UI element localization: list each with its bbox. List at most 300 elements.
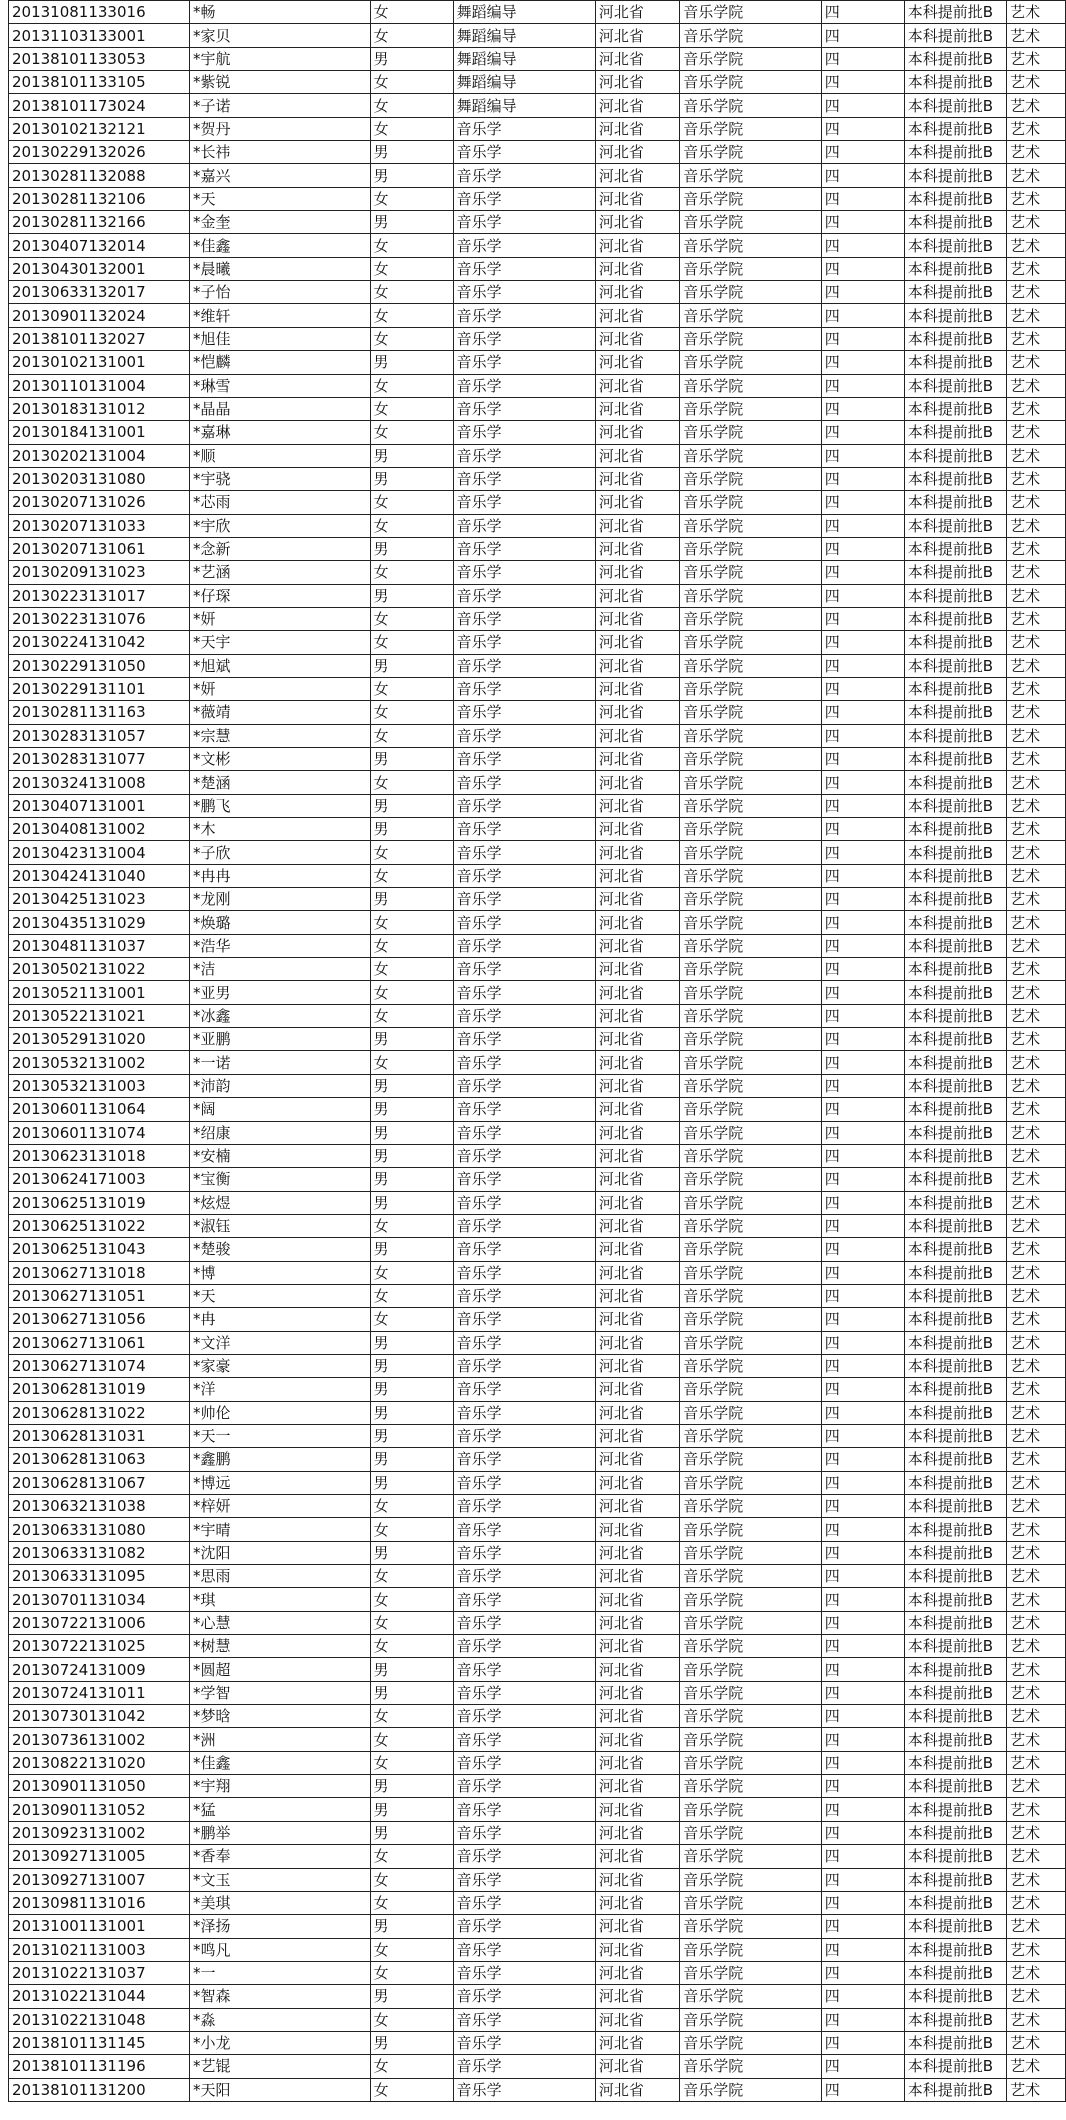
duration-cell: 四 xyxy=(821,1354,904,1377)
college-cell: 音乐学院 xyxy=(680,1658,821,1681)
table-row xyxy=(9,117,1066,140)
major-cell: 音乐学 xyxy=(453,1915,595,1938)
table-row xyxy=(9,771,1066,794)
gender-cell: 男 xyxy=(370,47,453,70)
name-cell: *宇航 xyxy=(189,47,370,70)
college-cell: 音乐学院 xyxy=(680,47,821,70)
category-cell: 艺术 xyxy=(1007,2031,1066,2054)
table-row xyxy=(9,47,1066,70)
major-cell: 音乐学 xyxy=(453,1424,595,1447)
name-cell: *冉冉 xyxy=(189,864,370,887)
category-cell: 艺术 xyxy=(1007,257,1066,280)
major-cell: 音乐学 xyxy=(453,2008,595,2031)
province-cell: 河北省 xyxy=(595,1495,679,1518)
province-cell: 河北省 xyxy=(595,818,679,841)
table-row xyxy=(9,211,1066,234)
name-cell: *沈阳 xyxy=(189,1541,370,1564)
duration-cell: 四 xyxy=(821,561,904,584)
duration-cell: 四 xyxy=(821,934,904,957)
major-cell: 音乐学 xyxy=(453,257,595,280)
batch-cell: 本科提前批B xyxy=(904,351,1006,374)
duration-cell: 四 xyxy=(821,1168,904,1191)
candidate-id-cell: 20130724131011 xyxy=(9,1681,190,1704)
candidate-id-cell: 20138101132027 xyxy=(9,327,190,350)
candidate-id-cell: 20130722131006 xyxy=(9,1611,190,1634)
major-cell: 音乐学 xyxy=(453,187,595,210)
candidate-id-cell: 20130601131074 xyxy=(9,1121,190,1144)
table-row xyxy=(9,1495,1066,1518)
name-cell: *圆超 xyxy=(189,1658,370,1681)
duration-cell: 四 xyxy=(821,491,904,514)
name-cell: *子怡 xyxy=(189,281,370,304)
candidate-id-cell: 20138101173024 xyxy=(9,94,190,117)
major-cell: 音乐学 xyxy=(453,888,595,911)
batch-cell: 本科提前批B xyxy=(904,1868,1006,1891)
major-cell: 音乐学 xyxy=(453,281,595,304)
batch-cell: 本科提前批B xyxy=(904,1891,1006,1914)
table-row xyxy=(9,1985,1066,2008)
table-row xyxy=(9,1751,1066,1774)
candidate-id-cell: 20130901131052 xyxy=(9,1798,190,1821)
province-cell: 河北省 xyxy=(595,1821,679,1844)
batch-cell: 本科提前批B xyxy=(904,421,1006,444)
gender-cell: 男 xyxy=(370,537,453,560)
category-cell: 艺术 xyxy=(1007,584,1066,607)
candidate-id-cell: 20130633131080 xyxy=(9,1518,190,1541)
college-cell: 音乐学院 xyxy=(680,374,821,397)
province-cell: 河北省 xyxy=(595,1915,679,1938)
batch-cell: 本科提前批B xyxy=(904,24,1006,47)
batch-cell: 本科提前批B xyxy=(904,1658,1006,1681)
name-cell: *树慧 xyxy=(189,1635,370,1658)
name-cell: *一 xyxy=(189,1961,370,1984)
category-cell: 艺术 xyxy=(1007,187,1066,210)
batch-cell: 本科提前批B xyxy=(904,1938,1006,1961)
batch-cell: 本科提前批B xyxy=(904,654,1006,677)
province-cell: 河北省 xyxy=(595,1401,679,1424)
name-cell: *妍 xyxy=(189,677,370,700)
table-row xyxy=(9,1938,1066,1961)
table-row xyxy=(9,1168,1066,1191)
batch-cell: 本科提前批B xyxy=(904,327,1006,350)
province-cell: 河北省 xyxy=(595,327,679,350)
candidate-id-cell: 20138101131145 xyxy=(9,2031,190,2054)
duration-cell: 四 xyxy=(821,958,904,981)
duration-cell: 四 xyxy=(821,304,904,327)
college-cell: 音乐学院 xyxy=(680,1354,821,1377)
category-cell: 艺术 xyxy=(1007,1098,1066,1121)
batch-cell: 本科提前批B xyxy=(904,724,1006,747)
name-cell: *旭佳 xyxy=(189,327,370,350)
candidate-id-cell: 20130901131050 xyxy=(9,1775,190,1798)
candidate-id-cell: 20131103133001 xyxy=(9,24,190,47)
province-cell: 河北省 xyxy=(595,257,679,280)
name-cell: *冉 xyxy=(189,1308,370,1331)
category-cell: 艺术 xyxy=(1007,911,1066,934)
gender-cell: 女 xyxy=(370,1308,453,1331)
duration-cell: 四 xyxy=(821,537,904,560)
major-cell: 音乐学 xyxy=(453,1471,595,1494)
candidate-id-cell: 20130207131061 xyxy=(9,537,190,560)
duration-cell: 四 xyxy=(821,2008,904,2031)
category-cell: 艺术 xyxy=(1007,1261,1066,1284)
duration-cell: 四 xyxy=(821,981,904,1004)
category-cell: 艺术 xyxy=(1007,1565,1066,1588)
candidate-id-cell: 20130202131004 xyxy=(9,444,190,467)
major-cell: 音乐学 xyxy=(453,1144,595,1167)
major-cell: 音乐学 xyxy=(453,584,595,607)
college-cell: 音乐学院 xyxy=(680,1821,821,1844)
province-cell: 河北省 xyxy=(595,421,679,444)
duration-cell: 四 xyxy=(821,1868,904,1891)
candidate-id-cell: 20130223131017 xyxy=(9,584,190,607)
batch-cell: 本科提前批B xyxy=(904,1541,1006,1564)
table-row xyxy=(9,71,1066,94)
province-cell: 河北省 xyxy=(595,1051,679,1074)
batch-cell: 本科提前批B xyxy=(904,958,1006,981)
table-row xyxy=(9,607,1066,630)
college-cell: 音乐学院 xyxy=(680,748,821,771)
province-cell: 河北省 xyxy=(595,164,679,187)
batch-cell: 本科提前批B xyxy=(904,1,1006,24)
duration-cell: 四 xyxy=(821,1098,904,1121)
gender-cell: 女 xyxy=(370,864,453,887)
name-cell: *天宇 xyxy=(189,631,370,654)
duration-cell: 四 xyxy=(821,748,904,771)
name-cell: *绍康 xyxy=(189,1121,370,1144)
table-row xyxy=(9,2055,1066,2078)
gender-cell: 女 xyxy=(370,24,453,47)
table-row xyxy=(9,421,1066,444)
college-cell: 音乐学院 xyxy=(680,1868,821,1891)
province-cell: 河北省 xyxy=(595,1985,679,2008)
candidate-id-cell: 20131021131003 xyxy=(9,1938,190,1961)
duration-cell: 四 xyxy=(821,234,904,257)
candidate-id-cell: 20130627131061 xyxy=(9,1331,190,1354)
college-cell: 音乐学院 xyxy=(680,211,821,234)
major-cell: 音乐学 xyxy=(453,1308,595,1331)
duration-cell: 四 xyxy=(821,1004,904,1027)
province-cell: 河北省 xyxy=(595,607,679,630)
college-cell: 音乐学院 xyxy=(680,1168,821,1191)
name-cell: *木 xyxy=(189,818,370,841)
category-cell: 艺术 xyxy=(1007,94,1066,117)
batch-cell: 本科提前批B xyxy=(904,47,1006,70)
duration-cell: 四 xyxy=(821,24,904,47)
gender-cell: 女 xyxy=(370,257,453,280)
gender-cell: 男 xyxy=(370,584,453,607)
gender-cell: 男 xyxy=(370,211,453,234)
major-cell: 音乐学 xyxy=(453,607,595,630)
duration-cell: 四 xyxy=(821,1751,904,1774)
major-cell: 音乐学 xyxy=(453,1331,595,1354)
major-cell: 音乐学 xyxy=(453,327,595,350)
major-cell: 音乐学 xyxy=(453,701,595,724)
major-cell: 舞蹈编导 xyxy=(453,71,595,94)
table-row xyxy=(9,1051,1066,1074)
college-cell: 音乐学院 xyxy=(680,771,821,794)
category-cell: 艺术 xyxy=(1007,351,1066,374)
batch-cell: 本科提前批B xyxy=(904,1985,1006,2008)
college-cell: 音乐学院 xyxy=(680,677,821,700)
duration-cell: 四 xyxy=(821,1191,904,1214)
category-cell: 艺术 xyxy=(1007,327,1066,350)
college-cell: 音乐学院 xyxy=(680,421,821,444)
duration-cell: 四 xyxy=(821,818,904,841)
category-cell: 艺术 xyxy=(1007,2055,1066,2078)
duration-cell: 四 xyxy=(821,1565,904,1588)
category-cell: 艺术 xyxy=(1007,1378,1066,1401)
college-cell: 音乐学院 xyxy=(680,117,821,140)
major-cell: 音乐学 xyxy=(453,1961,595,1984)
gender-cell: 女 xyxy=(370,1845,453,1868)
category-cell: 艺术 xyxy=(1007,1961,1066,1984)
province-cell: 河北省 xyxy=(595,1728,679,1751)
name-cell: *文玉 xyxy=(189,1868,370,1891)
name-cell: *浩华 xyxy=(189,934,370,957)
college-cell: 音乐学院 xyxy=(680,1261,821,1284)
major-cell: 音乐学 xyxy=(453,1985,595,2008)
major-cell: 音乐学 xyxy=(453,864,595,887)
batch-cell: 本科提前批B xyxy=(904,1401,1006,1424)
gender-cell: 男 xyxy=(370,1658,453,1681)
gender-cell: 女 xyxy=(370,1284,453,1307)
name-cell: *琳雪 xyxy=(189,374,370,397)
candidate-id-cell: 20130229131101 xyxy=(9,677,190,700)
college-cell: 音乐学院 xyxy=(680,701,821,724)
candidate-id-cell: 20130927131007 xyxy=(9,1868,190,1891)
candidate-id-cell: 20131022131037 xyxy=(9,1961,190,1984)
candidate-id-cell: 20130532131003 xyxy=(9,1074,190,1097)
province-cell: 河北省 xyxy=(595,631,679,654)
candidate-id-cell: 20130407132014 xyxy=(9,234,190,257)
duration-cell: 四 xyxy=(821,117,904,140)
candidate-id-cell: 20130229132026 xyxy=(9,141,190,164)
category-cell: 艺术 xyxy=(1007,1004,1066,1027)
table-row xyxy=(9,1354,1066,1377)
college-cell: 音乐学院 xyxy=(680,794,821,817)
duration-cell: 四 xyxy=(821,2055,904,2078)
batch-cell: 本科提前批B xyxy=(904,1074,1006,1097)
category-cell: 艺术 xyxy=(1007,1891,1066,1914)
province-cell: 河北省 xyxy=(595,958,679,981)
category-cell: 艺术 xyxy=(1007,1284,1066,1307)
college-cell: 音乐学院 xyxy=(680,2031,821,2054)
gender-cell: 男 xyxy=(370,888,453,911)
college-cell: 音乐学院 xyxy=(680,958,821,981)
major-cell: 音乐学 xyxy=(453,1845,595,1868)
duration-cell: 四 xyxy=(821,864,904,887)
name-cell: *艺涵 xyxy=(189,561,370,584)
gender-cell: 女 xyxy=(370,1635,453,1658)
category-cell: 艺术 xyxy=(1007,864,1066,887)
table-row xyxy=(9,864,1066,887)
province-cell: 河北省 xyxy=(595,771,679,794)
category-cell: 艺术 xyxy=(1007,1191,1066,1214)
name-cell: *小龙 xyxy=(189,2031,370,2054)
college-cell: 音乐学院 xyxy=(680,1751,821,1774)
category-cell: 艺术 xyxy=(1007,2008,1066,2031)
college-cell: 音乐学院 xyxy=(680,1798,821,1821)
table-row xyxy=(9,257,1066,280)
major-cell: 音乐学 xyxy=(453,491,595,514)
name-cell: *嘉兴 xyxy=(189,164,370,187)
major-cell: 音乐学 xyxy=(453,1238,595,1261)
table-row xyxy=(9,1681,1066,1704)
candidate-id-cell: 20130627131074 xyxy=(9,1354,190,1377)
category-cell: 艺术 xyxy=(1007,281,1066,304)
college-cell: 音乐学院 xyxy=(680,1378,821,1401)
gender-cell: 女 xyxy=(370,981,453,1004)
batch-cell: 本科提前批B xyxy=(904,677,1006,700)
batch-cell: 本科提前批B xyxy=(904,1261,1006,1284)
gender-cell: 男 xyxy=(370,1098,453,1121)
province-cell: 河北省 xyxy=(595,1168,679,1191)
duration-cell: 四 xyxy=(821,1681,904,1704)
name-cell: *宇翔 xyxy=(189,1775,370,1798)
batch-cell: 本科提前批B xyxy=(904,1168,1006,1191)
batch-cell: 本科提前批B xyxy=(904,584,1006,607)
category-cell: 艺术 xyxy=(1007,374,1066,397)
table-row xyxy=(9,794,1066,817)
province-cell: 河北省 xyxy=(595,1938,679,1961)
gender-cell: 女 xyxy=(370,374,453,397)
candidate-id-cell: 20130281132166 xyxy=(9,211,190,234)
name-cell: *洁 xyxy=(189,958,370,981)
table-row xyxy=(9,1891,1066,1914)
gender-cell: 男 xyxy=(370,1471,453,1494)
batch-cell: 本科提前批B xyxy=(904,1495,1006,1518)
major-cell: 音乐学 xyxy=(453,1518,595,1541)
table-row xyxy=(9,141,1066,164)
name-cell: *淼 xyxy=(189,2008,370,2031)
name-cell: *楚涵 xyxy=(189,771,370,794)
candidate-id-cell: 20130207131026 xyxy=(9,491,190,514)
college-cell: 音乐学院 xyxy=(680,1635,821,1658)
gender-cell: 女 xyxy=(370,1728,453,1751)
gender-cell: 男 xyxy=(370,1915,453,1938)
province-cell: 河北省 xyxy=(595,234,679,257)
name-cell: *恺麟 xyxy=(189,351,370,374)
gender-cell: 男 xyxy=(370,1074,453,1097)
gender-cell: 男 xyxy=(370,1775,453,1798)
duration-cell: 四 xyxy=(821,1658,904,1681)
province-cell: 河北省 xyxy=(595,491,679,514)
province-cell: 河北省 xyxy=(595,561,679,584)
duration-cell: 四 xyxy=(821,1308,904,1331)
candidate-id-cell: 20130724131009 xyxy=(9,1658,190,1681)
category-cell: 艺术 xyxy=(1007,47,1066,70)
gender-cell: 男 xyxy=(370,1424,453,1447)
table-row xyxy=(9,1424,1066,1447)
college-cell: 音乐学院 xyxy=(680,1308,821,1331)
name-cell: *一诺 xyxy=(189,1051,370,1074)
name-cell: *晨曦 xyxy=(189,257,370,280)
duration-cell: 四 xyxy=(821,1214,904,1237)
category-cell: 艺术 xyxy=(1007,748,1066,771)
college-cell: 音乐学院 xyxy=(680,1214,821,1237)
gender-cell: 男 xyxy=(370,164,453,187)
major-cell: 音乐学 xyxy=(453,467,595,490)
name-cell: *文洋 xyxy=(189,1331,370,1354)
name-cell: *薇靖 xyxy=(189,701,370,724)
major-cell: 音乐学 xyxy=(453,1354,595,1377)
table-row xyxy=(9,374,1066,397)
major-cell: 音乐学 xyxy=(453,1448,595,1471)
batch-cell: 本科提前批B xyxy=(904,1448,1006,1471)
name-cell: *宇晴 xyxy=(189,1518,370,1541)
gender-cell: 男 xyxy=(370,1144,453,1167)
table-row xyxy=(9,561,1066,584)
batch-cell: 本科提前批B xyxy=(904,607,1006,630)
table-row xyxy=(9,1588,1066,1611)
gender-cell: 女 xyxy=(370,1565,453,1588)
province-cell: 河北省 xyxy=(595,701,679,724)
category-cell: 艺术 xyxy=(1007,1051,1066,1074)
gender-cell: 女 xyxy=(370,1705,453,1728)
name-cell: *艺锟 xyxy=(189,2055,370,2078)
duration-cell: 四 xyxy=(821,1961,904,1984)
province-cell: 河北省 xyxy=(595,2078,679,2101)
table-row xyxy=(9,1401,1066,1424)
name-cell: *梦晗 xyxy=(189,1705,370,1728)
gender-cell: 男 xyxy=(370,1378,453,1401)
gender-cell: 女 xyxy=(370,117,453,140)
table-row xyxy=(9,958,1066,981)
batch-cell: 本科提前批B xyxy=(904,1751,1006,1774)
college-cell: 音乐学院 xyxy=(680,1028,821,1051)
major-cell: 音乐学 xyxy=(453,631,595,654)
table-row xyxy=(9,1261,1066,1284)
duration-cell: 四 xyxy=(821,1635,904,1658)
province-cell: 河北省 xyxy=(595,281,679,304)
name-cell: *楚骏 xyxy=(189,1238,370,1261)
category-cell: 艺术 xyxy=(1007,1074,1066,1097)
province-cell: 河北省 xyxy=(595,1518,679,1541)
batch-cell: 本科提前批B xyxy=(904,257,1006,280)
province-cell: 河北省 xyxy=(595,1121,679,1144)
college-cell: 音乐学院 xyxy=(680,911,821,934)
college-cell: 音乐学院 xyxy=(680,351,821,374)
name-cell: *宇骁 xyxy=(189,467,370,490)
gender-cell: 女 xyxy=(370,1518,453,1541)
table-row xyxy=(9,1611,1066,1634)
duration-cell: 四 xyxy=(821,1331,904,1354)
table-row xyxy=(9,701,1066,724)
table-row xyxy=(9,1378,1066,1401)
province-cell: 河北省 xyxy=(595,1191,679,1214)
province-cell: 河北省 xyxy=(595,211,679,234)
candidate-id-cell: 20130424131040 xyxy=(9,864,190,887)
major-cell: 音乐学 xyxy=(453,1401,595,1424)
batch-cell: 本科提前批B xyxy=(904,94,1006,117)
table-row xyxy=(9,1238,1066,1261)
name-cell: *炫煜 xyxy=(189,1191,370,1214)
candidate-id-cell: 20130281132106 xyxy=(9,187,190,210)
batch-cell: 本科提前批B xyxy=(904,2031,1006,2054)
candidate-id-cell: 20131022131044 xyxy=(9,1985,190,2008)
province-cell: 河北省 xyxy=(595,2008,679,2031)
major-cell: 音乐学 xyxy=(453,1565,595,1588)
name-cell: *长祎 xyxy=(189,141,370,164)
table-row xyxy=(9,1635,1066,1658)
table-row xyxy=(9,1121,1066,1144)
batch-cell: 本科提前批B xyxy=(904,164,1006,187)
gender-cell: 女 xyxy=(370,1751,453,1774)
category-cell: 艺术 xyxy=(1007,1308,1066,1331)
province-cell: 河北省 xyxy=(595,1798,679,1821)
category-cell: 艺术 xyxy=(1007,141,1066,164)
